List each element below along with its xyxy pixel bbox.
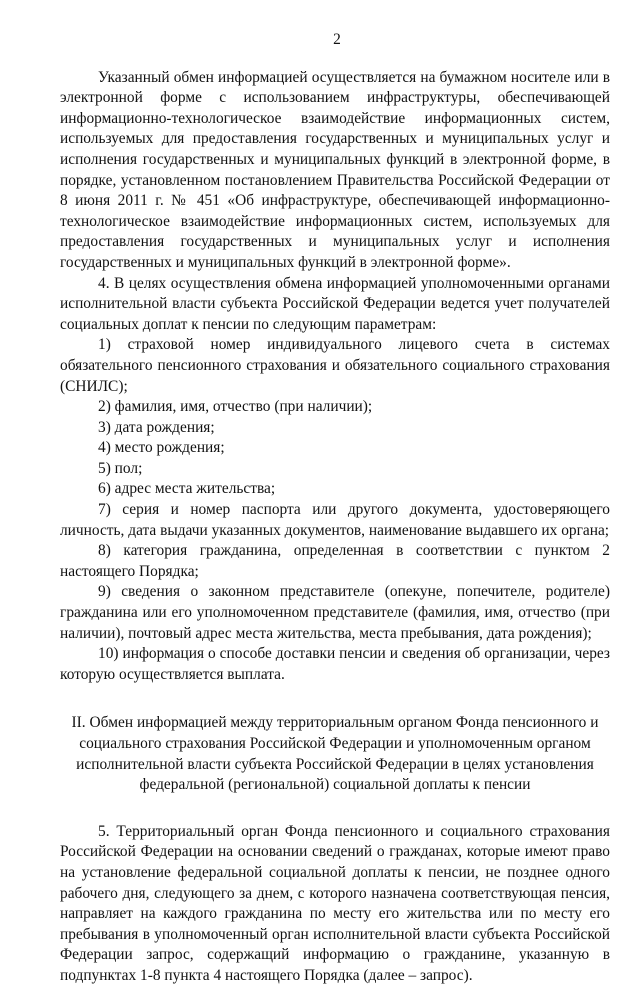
- list-item: 9) сведения о законном представителе (опекуне, попечителе, родителе) гражданина или его уполномоченном представителе (фамилия, имя, отчество (при наличии), почтовый адрес места жительства, места пребывания, дата рождения);: [60, 583, 610, 642]
- list-item: 3) дата рождения;: [98, 418, 215, 436]
- list-item: 6) адрес места жительства;: [98, 480, 276, 498]
- page-number: 2: [333, 31, 341, 48]
- paragraph-information-exchange: Указанный обмен информацией осуществляется на бумажном носителе или в электронной форме с использованием инфраструктуры, обеспечивающей информационно-технологическое взаимодействие информационных систем, используемых для предоставления государственных и муниципальных услуг и исполнения государственных и муниципальных функций в электронной форме, в порядке, установленном постановлением Правительства Российской Федерации от 8 июня 2011 г. № 451 «Об инфраструктуре, обеспечивающей информационно-технологическое взаимодействие информационных систем, используемых для предоставления государственных и муниципальных услуг и исполнения государственных и муниципальных функций в электронной форме».: [60, 68, 610, 271]
- list-item: 1) страховой номер индивидуального лицевого счета в системах обязательного пенсионного страхования и обязательного социального страхования (СНИЛС);: [60, 336, 610, 395]
- list-item: 5) пол;: [98, 459, 143, 477]
- paragraph-4-accounting: 4. В целях осуществления обмена информацией уполномоченными органами исполнительной власти субъекта Российской Федерации ведется учет получателей социальных доплат к пенсии по следующим параметрам:: [60, 274, 610, 333]
- list-item: 7) серия и номер паспорта или другого документа, удостоверяющего личность, дата выдачи указанных документов, наименование выдавшего их органа;: [60, 501, 610, 539]
- list-item: 10) информация о способе доставки пенсии и сведения об организации, через которую осуществляется выплата.: [60, 645, 610, 683]
- paragraph-5-request: 5. Территориальный орган Фонда пенсионного и социального страхования Российской Федерации на основании сведений о гражданах, которые имеют право на установление федеральной социальной доплаты к пенсии, не позднее одного рабочего дня, следующего за днем, с которого назначена соответствующая пенсия, направляет на каждого гражданина по месту его жительства или по месту его пребывания в уполномоченный орган исполнительной власти субъекта Российской Федерации запрос, содержащий информацию о гражданине, указанную в подпунктах 1-8 пункта 4 настоящего Порядка (далее – запрос).: [60, 822, 610, 984]
- list-item: 2) фамилия, имя, отчество (при наличии);: [98, 398, 373, 416]
- section-heading: II. Обмен информацией между территориальным органом Фонда пенсионного и социального страхования Российской Федерации и уполномоченным органом исполнительной власти субъекта Российской Федерации в целях установления федеральной (региональной) социальной доплаты к пенсии: [71, 714, 599, 794]
- parameters-list: [60, 335, 610, 685]
- list-item: 4) место рождения;: [98, 439, 225, 457]
- list-item: 8) категория гражданина, определенная в соответствии с пунктом 2 настоящего Порядка;: [60, 542, 610, 580]
